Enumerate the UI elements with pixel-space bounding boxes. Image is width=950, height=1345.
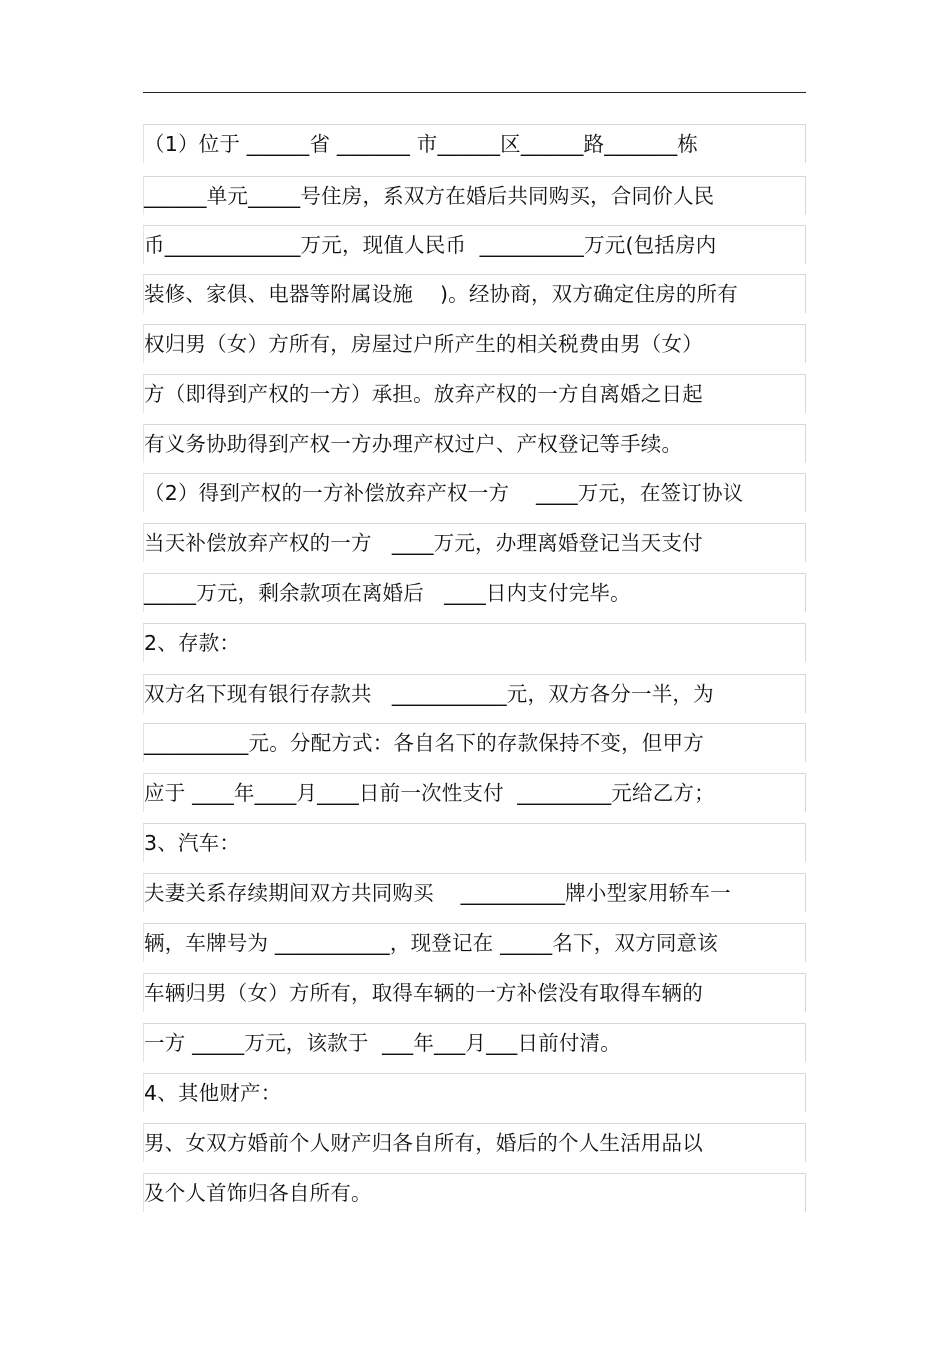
text-line	[143, 623, 806, 662]
text-line	[143, 1023, 806, 1062]
header-rule	[143, 92, 806, 93]
text-line	[143, 124, 806, 163]
line-text: 一方 _____万元，该款于 ___年___月___日前付清。	[144, 1031, 621, 1055]
line-text: 当天补偿放弃产权的一方 ____万元，办理离婚登记当天支付	[144, 531, 703, 555]
line-text: 夫妻关系存续期间双方共同购买 __________牌小型家用轿车一	[144, 881, 731, 905]
line-text: 有义务协助得到产权一方办理产权过户、产权登记等手续。	[144, 432, 683, 456]
line-text: 币_____________万元，现值人民币 __________万元(包括房内	[144, 233, 717, 257]
line-text: 装修、家俱、电器等附属设施 )。经协商，双方确定住房的所有	[144, 282, 738, 306]
text-line	[143, 973, 806, 1012]
text-line	[143, 324, 806, 363]
text-line	[143, 374, 806, 413]
text-line	[143, 823, 806, 862]
text-line	[143, 1173, 806, 1212]
section-heading-other-property: 4、其他财产：	[144, 1081, 282, 1105]
text-line	[143, 523, 806, 562]
line-text: 方（即得到产权的一方）承担。放弃产权的一方自离婚之日起	[144, 382, 703, 406]
section-heading-car: 3、汽车：	[144, 831, 241, 855]
text-line	[143, 723, 806, 762]
line-text: （2）得到产权的一方补偿放弃产权一方 ____万元，在签订协议	[144, 481, 744, 505]
text-line	[143, 1123, 806, 1162]
line-text: 男、女双方婚前个人财产归各自所有，婚后的个人生活用品以	[144, 1131, 703, 1155]
text-line	[143, 923, 806, 962]
text-line	[143, 176, 806, 215]
text-line	[143, 1073, 806, 1112]
text-line	[143, 274, 806, 313]
line-text: __________元。分配方式：各自名下的存款保持不变，但甲方	[144, 731, 704, 755]
text-line	[143, 573, 806, 612]
line-text: 及个人首饰归各自所有。	[144, 1181, 372, 1205]
text-line	[143, 473, 806, 512]
text-line	[143, 225, 806, 264]
text-line	[143, 873, 806, 912]
line-text: 应于 ____年____月____日前一次性支付 _________元给乙方；	[144, 781, 715, 805]
line-text: （1）位于 ______省 _______ 市______区______路_______栋	[144, 132, 699, 156]
section-heading-deposits: 2、存款：	[144, 631, 241, 655]
line-text: 双方名下现有银行存款共 ___________元，双方各分一半，为	[144, 682, 714, 706]
line-text: 车辆归男（女）方所有，取得车辆的一方补偿没有取得车辆的	[144, 981, 703, 1005]
text-line	[143, 424, 806, 463]
line-text: 权归男（女）方所有，房屋过户所产生的相关税费由男（女）	[144, 332, 703, 356]
line-text: _____万元，剩余款项在离婚后 ____日内支付完毕。	[144, 581, 631, 605]
line-text: 辆，车牌号为 ___________，现登记在 _____名下，双方同意该	[144, 931, 718, 955]
text-line	[143, 773, 806, 812]
text-line	[143, 674, 806, 713]
line-text: ______单元_____号住房，系双方在婚后共同购买，合同价人民	[144, 184, 715, 208]
